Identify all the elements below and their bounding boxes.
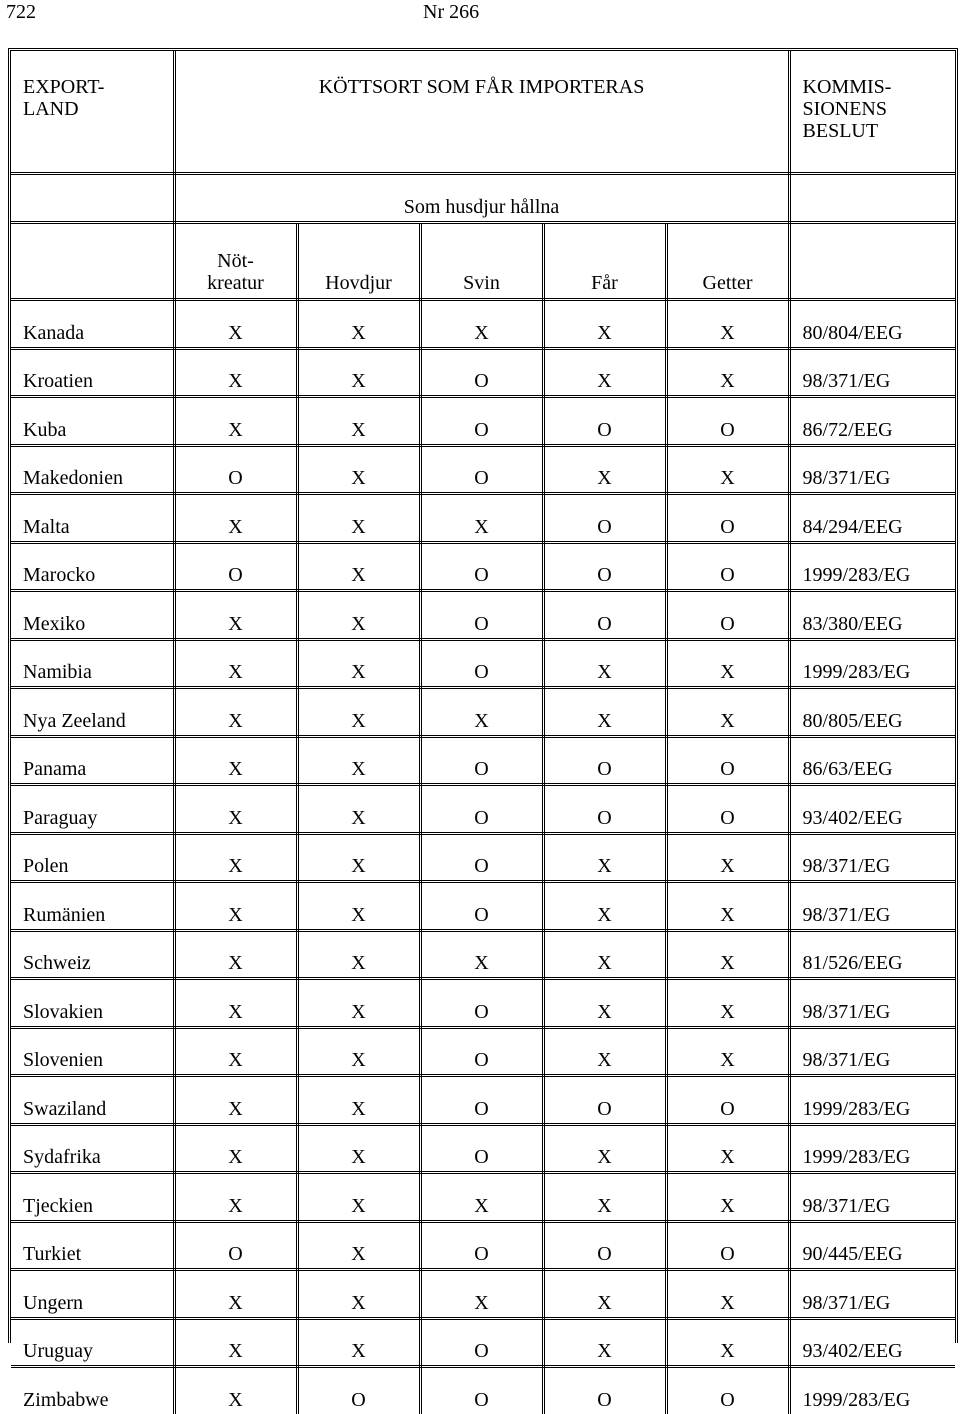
mark-cell: X [297,1173,420,1222]
column-header-svin: Svin [420,223,543,300]
mark-cell: X [297,736,420,785]
mark-cell: X [666,1270,789,1319]
mark-cell: O [420,1318,543,1367]
mark-cell: X [174,785,297,834]
decision-cell: 1999/283/EG [789,639,955,688]
mark-cell: X [543,1270,666,1319]
mark-cell: X [543,688,666,737]
mark-cell: X [666,445,789,494]
mark-cell: O [420,1221,543,1270]
header-empty-cell [11,223,174,300]
mark-cell: O [420,882,543,931]
mark-cell: X [543,1124,666,1173]
table-row [11,882,955,931]
column-header-not-kreatur: Nöt- kreatur [174,223,297,300]
mark-cell: O [420,348,543,397]
mark-cell: X [174,688,297,737]
country-cell: Marocko [11,542,174,591]
mark-cell: O [174,542,297,591]
mark-cell: X [543,1027,666,1076]
mark-cell: X [543,979,666,1028]
table-row [11,736,955,785]
mark-cell: O [666,785,789,834]
mark-cell: X [174,591,297,640]
decision-cell: 80/804/EEG [789,300,955,349]
mark-cell: O [420,542,543,591]
mark-cell: X [420,300,543,349]
mark-cell: O [420,785,543,834]
table-row [11,300,955,349]
mark-cell: X [297,833,420,882]
table-row [11,1076,955,1125]
mark-cell: O [420,639,543,688]
mark-cell: X [297,688,420,737]
mark-cell: X [666,833,789,882]
mark-cell: X [297,979,420,1028]
mark-cell: O [666,591,789,640]
mark-cell: X [174,1270,297,1319]
mark-cell: X [297,930,420,979]
mark-cell: X [297,1124,420,1173]
country-cell: Slovenien [11,1027,174,1076]
decision-cell: 83/380/EEG [789,591,955,640]
mark-cell: X [174,1124,297,1173]
mark-cell: X [666,688,789,737]
mark-cell: O [543,736,666,785]
mark-cell: X [174,1076,297,1125]
mark-cell: O [666,397,789,446]
decision-cell: 90/445/EEG [789,1221,955,1270]
decision-header: KOMMIS- SIONENS BESLUT [789,51,955,174]
table-row [11,445,955,494]
mark-cell: X [297,882,420,931]
issue-number: Nr 266 [423,1,480,23]
mark-cell: O [420,833,543,882]
table-row [11,494,955,543]
table-row [11,639,955,688]
header-empty-cell [11,174,174,223]
mark-cell: X [297,1221,420,1270]
table-row [11,1318,955,1367]
import-table-frame [8,48,958,1411]
table-row [11,688,955,737]
decision-cell: 98/371/EG [789,882,955,931]
mark-cell: X [666,1027,789,1076]
decision-cell: 1999/283/EG [789,1124,955,1173]
table-row [11,1173,955,1222]
decision-cell: 98/371/EG [789,1027,955,1076]
country-cell: Kuba [11,397,174,446]
mark-cell: O [543,1076,666,1125]
mark-cell: X [174,494,297,543]
mark-cell: X [543,1318,666,1367]
mark-cell: X [174,979,297,1028]
page-header [0,0,960,28]
decision-cell: 98/371/EG [789,348,955,397]
mark-cell: O [666,542,789,591]
mark-cell: X [174,397,297,446]
mark-cell: X [297,1270,420,1319]
country-cell: Namibia [11,639,174,688]
table-row [11,1027,955,1076]
country-cell: Polen [11,833,174,882]
mark-cell: X [543,639,666,688]
mark-cell: X [666,639,789,688]
mark-cell: X [543,445,666,494]
mark-cell: O [420,1027,543,1076]
decision-cell: 98/371/EG [789,979,955,1028]
mark-cell: O [543,494,666,543]
product-header: KÖTTSORT SOM FÅR IMPORTERAS [174,51,789,174]
mark-cell: X [420,930,543,979]
mark-cell: O [420,1124,543,1173]
country-cell: Zimbabwe [11,1367,174,1414]
mark-cell: X [543,930,666,979]
mark-cell: O [666,494,789,543]
country-cell: Slovakien [11,979,174,1028]
mark-cell: O [297,1367,420,1414]
mark-cell: O [420,397,543,446]
mark-cell: X [174,930,297,979]
mark-cell: X [420,494,543,543]
table-row [11,591,955,640]
table-row [11,542,955,591]
mark-cell: O [543,397,666,446]
decision-cell: 80/805/EEG [789,688,955,737]
mark-cell: X [174,833,297,882]
table-row [11,1221,955,1270]
mark-cell: O [420,1367,543,1414]
mark-cell: O [420,591,543,640]
decision-cell: 98/371/EG [789,1270,955,1319]
mark-cell: X [174,736,297,785]
column-header-hovdjur: Hovdjur [297,223,420,300]
country-cell: Ungern [11,1270,174,1319]
mark-cell: O [666,1076,789,1125]
decision-cell: 93/402/EEG [789,785,955,834]
mark-cell: X [666,930,789,979]
import-table [11,51,955,1414]
mark-cell: X [666,1124,789,1173]
decision-cell: 98/371/EG [789,833,955,882]
mark-cell: X [297,1318,420,1367]
decision-cell: 81/526/EEG [789,930,955,979]
country-cell: Makedonien [11,445,174,494]
header-row-columns [11,223,955,300]
mark-cell: O [666,1367,789,1414]
column-header-getter: Getter [666,223,789,300]
decision-cell: 86/72/EEG [789,397,955,446]
country-cell: Paraguay [11,785,174,834]
mark-cell: X [666,882,789,931]
header-empty-cell [789,223,955,300]
mark-cell: X [420,1270,543,1319]
mark-cell: X [174,1027,297,1076]
table-row [11,1124,955,1173]
decision-cell: 98/371/EG [789,445,955,494]
mark-cell: X [297,1076,420,1125]
mark-cell: X [297,348,420,397]
mark-cell: O [543,591,666,640]
decision-cell: 1999/283/EG [789,1076,955,1125]
mark-cell: X [174,1367,297,1414]
mark-cell: O [543,1367,666,1414]
mark-cell: X [174,639,297,688]
mark-cell: O [543,542,666,591]
mark-cell: X [420,1173,543,1222]
table-row [11,979,955,1028]
mark-cell: X [174,1173,297,1222]
mark-cell: X [666,1318,789,1367]
decision-cell: 86/63/EEG [789,736,955,785]
country-cell: Rumänien [11,882,174,931]
country-cell: Uruguay [11,1318,174,1367]
country-cell: Swaziland [11,1076,174,1125]
decision-cell: 1999/283/EG [789,542,955,591]
country-cell: Mexiko [11,591,174,640]
country-cell: Turkiet [11,1221,174,1270]
mark-cell: X [174,1318,297,1367]
mark-cell: X [297,494,420,543]
mark-cell: X [297,300,420,349]
table-row [11,397,955,446]
mark-cell: O [543,1221,666,1270]
decision-cell: 84/294/EEG [789,494,955,543]
mark-cell: O [174,445,297,494]
mark-cell: O [174,1221,297,1270]
header-row-subtitle [11,174,955,223]
page-number: 722 [6,1,36,23]
mark-cell: O [666,1221,789,1270]
export-land-header: EXPORT- LAND [11,51,174,174]
mark-cell: X [543,348,666,397]
mark-cell: O [420,1076,543,1125]
decision-cell: 93/402/EEG [789,1318,955,1367]
country-cell: Kroatien [11,348,174,397]
mark-cell: X [174,300,297,349]
table-row [11,930,955,979]
country-cell: Nya Zeeland [11,688,174,737]
mark-cell: X [297,639,420,688]
column-header-far: Får [543,223,666,300]
subheader-domestic: Som husdjur hållna [174,174,789,223]
mark-cell: O [420,979,543,1028]
country-cell: Panama [11,736,174,785]
country-cell: Tjeckien [11,1173,174,1222]
decision-cell: 1999/283/EG [802,1388,911,1411]
mark-cell: X [543,882,666,931]
mark-cell: X [543,300,666,349]
mark-cell: X [174,882,297,931]
mark-cell: X [297,591,420,640]
mark-cell: X [420,688,543,737]
mark-cell: X [297,542,420,591]
country-cell: Schweiz [11,930,174,979]
table-row [11,1270,955,1319]
mark-cell: O [666,736,789,785]
mark-cell: O [420,445,543,494]
mark-cell: X [666,1173,789,1222]
mark-cell: O [420,736,543,785]
country-cell: Malta [11,494,174,543]
mark-cell: X [666,979,789,1028]
mark-cell: X [174,348,297,397]
mark-cell: X [297,785,420,834]
mark-cell: X [543,833,666,882]
header-row-top [11,51,955,174]
table-row [11,785,955,834]
mark-cell: O [543,785,666,834]
table-row [11,833,955,882]
table-row [11,1367,955,1414]
country-cell: Kanada [11,300,174,349]
mark-cell: X [666,348,789,397]
country-cell: Sydafrika [11,1124,174,1173]
mark-cell: X [297,445,420,494]
table-row [11,348,955,397]
mark-cell: X [666,300,789,349]
header-empty-cell [789,174,955,223]
decision-cell: 98/371/EG [789,1173,955,1222]
mark-cell: X [297,1027,420,1076]
mark-cell: X [297,397,420,446]
mark-cell: X [543,1173,666,1222]
